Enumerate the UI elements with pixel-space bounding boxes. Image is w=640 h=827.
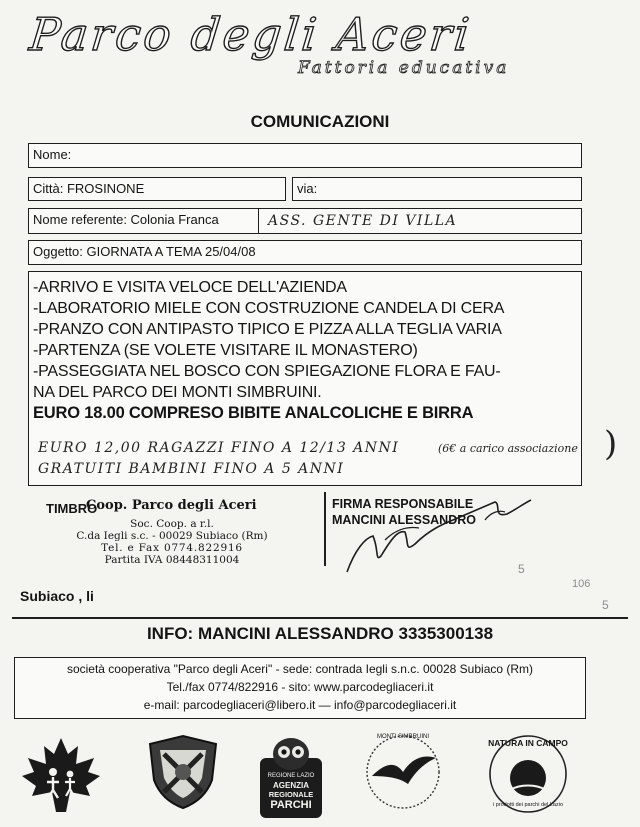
signature-name: MANCINI ALESSANDRO (332, 513, 476, 527)
natura-subtitle: i prodotti dei parchi del Lazio (492, 802, 563, 808)
company-stamp (86, 498, 306, 513)
monti-simbruini-text: MONTI SIMBRUINI (377, 734, 429, 740)
regione-line: REGIONE LAZIO (267, 773, 315, 779)
footer-text (14, 662, 586, 712)
handwritten-bracket: ) (604, 424, 618, 464)
regione-lazio-parchi-logo (258, 732, 324, 820)
margin-note: 106 (572, 578, 591, 590)
footer-line: e-mail: parcodegliaceri@libero.it — info@parcodegliaceri.it (143, 698, 457, 712)
logo-subtitle: Fattoria educativa (298, 58, 510, 78)
nome-label: Nome: (33, 147, 72, 162)
margin-note: 5 (602, 598, 609, 612)
margin-note: 5 (518, 562, 525, 576)
signature-label: FIRMA RESPONSABILE (332, 497, 474, 511)
maple-leaf-logo (18, 732, 104, 820)
regione-lazio-text (258, 772, 324, 810)
nome-field[interactable] (28, 143, 582, 168)
logo-title: Parco degli Aceri (27, 8, 475, 61)
footer-line: Tel./fax 0774/822916 - sito: www.parcodegliaceri.it (166, 680, 434, 694)
info-contact: INFO: MANCINI ALESSANDRO 3335300138 (146, 624, 494, 643)
citta-field[interactable] (28, 177, 286, 201)
signature-divider (324, 492, 326, 566)
regione-line: AGENZIA (273, 781, 309, 790)
program-line: -LABORATORIO MIELE CON COSTRUZIONE CANDELA DI CERA (33, 300, 505, 317)
regione-line: PARCHI (270, 799, 312, 811)
regione-line: REGIONALE (268, 790, 314, 799)
handwritten-price-bambini: GRATUITI BAMBINI FINO A 5 ANNI (38, 461, 345, 477)
stamp-line: Soc. Coop. a r.l. (130, 518, 214, 530)
referente-label: Nome referente: Colonia Franca (33, 212, 219, 227)
program-line: -PASSEGGIATA NEL BOSCO CON SPIEGAZIONE FLORA E FAU- (33, 363, 501, 380)
oggetto-label: Oggetto: GIORNATA A TEMA 25/04/08 (33, 244, 256, 259)
oggetto-field[interactable] (28, 240, 582, 265)
info-divider (12, 617, 628, 619)
stamp-line: Partita IVA 08448311004 (104, 554, 240, 566)
via-label: via: (297, 181, 318, 196)
signature-scribble (335, 490, 545, 580)
stamp-line: C.da Iegli s.c. - 00029 Subiaco (Rm) (76, 530, 268, 542)
price-line: EURO 18.00 COMPRESO BIBITE ANALCOLICHE E BIRRA (33, 404, 474, 422)
place-date: Subiaco , li (20, 588, 94, 604)
citta-label: Città: FROSINONE (33, 181, 145, 196)
form-heading: COMUNICAZIONI (250, 112, 390, 131)
stamp-coop-name: Coop. Parco degli Aceri (86, 498, 257, 513)
program-line: -ARRIVO E VISITA VELOCE DELL'AZIENDA (33, 279, 347, 296)
via-field[interactable] (292, 177, 582, 201)
stamp-details (52, 518, 292, 566)
monti-simbruini-logo (360, 732, 446, 820)
stamp-line: Tel. e Fax 0774.822916 (101, 542, 243, 554)
program-list (33, 277, 504, 424)
handwritten-price-ragazzi: EURO 12,00 RAGAZZI FINO A 12/13 ANNI (38, 440, 400, 456)
bird-emblem-icon (360, 732, 446, 818)
crest-icon (140, 732, 226, 812)
footer-line: società cooperativa "Parco degli Aceri" - sede: contrada Iegli s.n.c. 00028 Subiaco (Rm) (66, 662, 534, 676)
maple-leaf-icon (18, 732, 104, 818)
natura-title: NATURA IN CAMPO (488, 738, 568, 748)
referente-handwritten: ASS. GENTE DI VILLA (268, 213, 458, 229)
program-line: -PRANZO CON ANTIPASTO TIPICO E PIZZA ALLA TEGLIA VARIA (33, 321, 502, 338)
program-line: NA DEL PARCO DEI MONTI SIMBRUINI. (33, 384, 322, 401)
natura-in-campo-logo (484, 732, 572, 820)
handwritten-price-note: (6€ a carico associazione (438, 442, 578, 455)
timbro-label: TIMBRO (46, 501, 98, 516)
program-line: -PARTENZA (SE VOLETE VISITARE IL MONASTERO) (33, 342, 418, 359)
crest-logo (140, 732, 226, 820)
